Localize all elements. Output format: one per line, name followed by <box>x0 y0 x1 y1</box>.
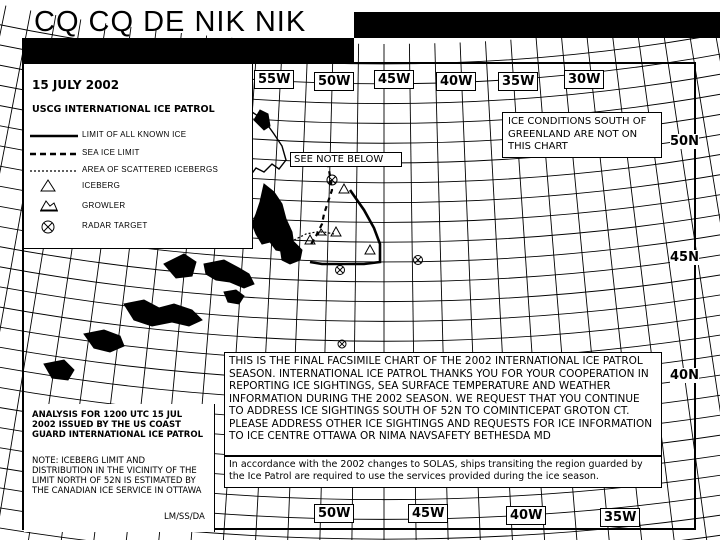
final-chart-note: THIS IS THE FINAL FACSIMILE CHART OF THE 2002 INTERNATIONAL ICE PATROL SEASON. INTERNATIONAL ICE PATROL THANKS YOU FOR YOUR COOPERATION IN REPORTING ICE SIGHTINGS, SEA SURFACE TEMPERATURE AND WEATHER INFORMATION DURING THE 2002 SEASON. WE REQUEST THAT YOU CONTINUE TO ADDRESS ICE SIGHTINGS SOUTH OF 52N TO COMINTICEPAT GROTON CT. PLEASE ADDRESS OTHER ICE SIGHTINGS AND REQUESTS FOR ICE INFORMATION TO ICE CENTRE OTTAWA OR NIMA NAVSAFETY BETHESDA MD <box>224 352 662 456</box>
see-note-label: SEE NOTE BELOW <box>290 152 402 167</box>
lon-label-50w: 50W <box>314 72 354 91</box>
radar-target-icon <box>336 266 345 275</box>
iceberg-limit-note: NOTE: ICEBERG LIMIT AND DISTRIBUTION IN THE VICINITY OF THE LIMIT NORTH OF 52N IS ESTIMATED BY THE CANADIAN ICE SERVICE IN OTTAWA <box>32 456 202 496</box>
legend-row-iceberg <box>24 178 254 196</box>
legend-panel <box>24 64 253 249</box>
radar-target-icon <box>38 218 58 236</box>
solas-note: In accordance with the 2002 changes to SOLAS, ships transiting the region guarded by the Ice Patrol are required to use the services provided during the ice season. <box>224 456 662 488</box>
lon-label-35w: 35W <box>498 72 538 91</box>
lon-label-bottom-40w: 40W <box>506 506 546 525</box>
iceberg-icon <box>38 178 58 194</box>
solid-line-icon <box>30 131 80 141</box>
legend-label: GROWLER <box>82 201 126 210</box>
iceberg-icon <box>331 227 341 236</box>
chart-header-title: CQ CQ DE NIK NIK <box>34 6 307 38</box>
greenland-note: ICE CONDITIONS SOUTH OF GREENLAND ARE NOT ON THIS CHART <box>502 112 662 158</box>
lon-label-30w: 30W <box>564 70 604 89</box>
legend-label: LIMIT OF ALL KNOWN ICE <box>82 130 187 139</box>
meridian-line <box>0 6 6 535</box>
lon-label-bottom-35w: 35W <box>600 508 640 527</box>
lon-label-bottom-45w: 45W <box>408 504 448 523</box>
header-bar-right <box>354 12 720 38</box>
chart-initials: LM/SS/DA <box>164 512 205 522</box>
legend-label: RADAR TARGET <box>82 221 148 230</box>
dashed-line-icon <box>30 149 80 159</box>
lon-label-55w: 55W <box>254 70 294 89</box>
lat-label-45n: 45N <box>670 250 699 265</box>
chart-agency: USCG INTERNATIONAL ICE PATROL <box>32 104 215 115</box>
lon-label-bottom-50w: 50W <box>314 504 354 523</box>
lon-label-45w: 45W <box>374 70 414 89</box>
radar-target-icon <box>414 256 423 265</box>
ice-limits <box>294 156 380 264</box>
lat-label-40n: 40N <box>670 368 699 383</box>
analysis-note: ANALYSIS FOR 1200 UTC 15 JUL 2002 ISSUED BY THE US COAST GUARD INTERNATIONAL ICE PATROL <box>32 410 203 440</box>
legend-label: AREA OF SCATTERED ICEBERGS <box>82 165 219 174</box>
lat-label-50n: 50N <box>670 134 699 149</box>
growler-icon <box>38 198 60 214</box>
iceberg-icon <box>339 184 349 193</box>
chart-date: 15 JULY 2002 <box>32 78 120 92</box>
legend-label: ICEBERG <box>82 181 121 190</box>
legend-row-radar-target <box>24 218 254 236</box>
lon-label-40w: 40W <box>436 72 476 91</box>
legend-row-growler <box>24 198 254 216</box>
analysis-panel <box>24 404 215 532</box>
legend-label: SEA ICE LIMIT <box>82 148 140 157</box>
dotted-line-icon <box>30 166 80 176</box>
legend-row-all-known-ice <box>24 127 254 145</box>
ice-chart <box>22 62 699 530</box>
legend-row-sea-ice <box>24 145 254 163</box>
meridian-line <box>712 15 720 540</box>
iceberg-icon <box>365 245 375 254</box>
